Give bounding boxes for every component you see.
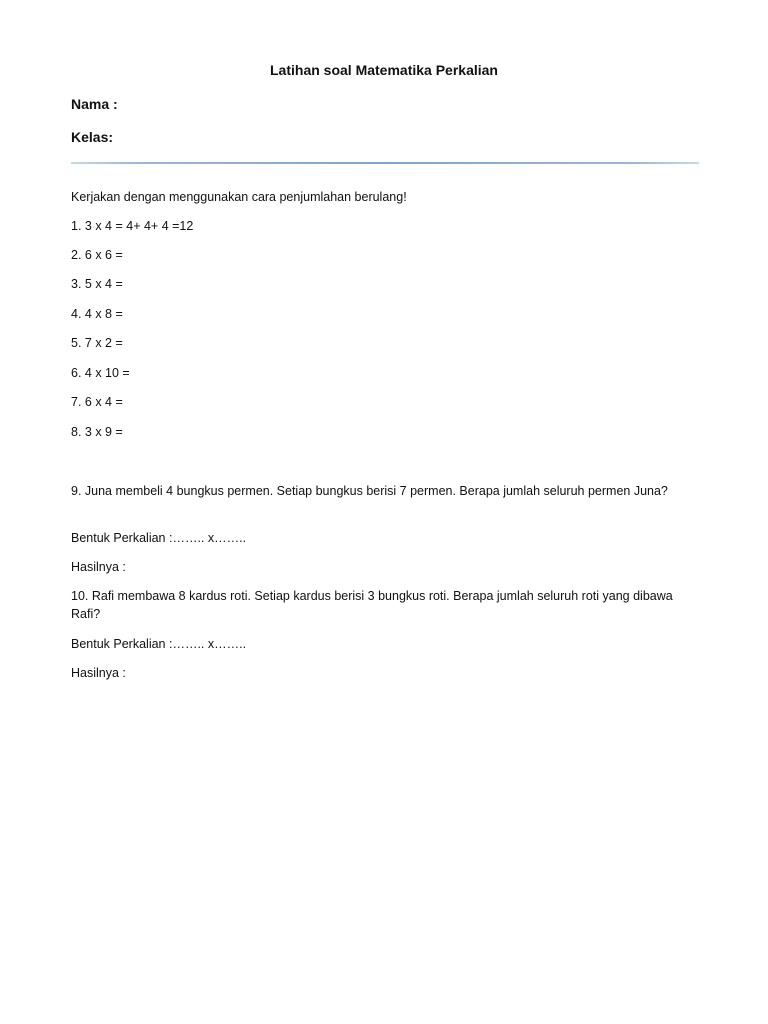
problem-7: 7. 6 x 4 = [71, 395, 123, 409]
story-problem-10-result: Hasilnya : [71, 666, 126, 680]
class-label: Kelas: [71, 129, 114, 145]
problem-2: 2. 6 x 6 = [71, 248, 123, 262]
problem-1: 1. 3 x 4 = 4+ 4+ 4 =12 [71, 219, 194, 233]
problem-8: 8. 3 x 9 = [71, 425, 123, 439]
problem-6: 6. 4 x 10 = [71, 366, 130, 380]
problem-3: 3. 5 x 4 = [71, 277, 123, 291]
worksheet-title: Latihan soal Matematika Perkalian [270, 62, 498, 78]
name-label: Nama : [71, 96, 118, 112]
header-divider [71, 162, 699, 164]
problem-4: 4. 4 x 8 = [71, 307, 123, 321]
story-problem-9-result: Hasilnya : [71, 560, 126, 574]
story-problem-9-form: Bentuk Perkalian :…….. x…….. [71, 531, 247, 545]
story-problem-9-question: 9. Juna membeli 4 bungkus permen. Setiap bungkus berisi 7 permen. Berapa jumlah seluruh permen Juna? [71, 484, 668, 498]
instruction-text: Kerjakan dengan menggunakan cara penjumlahan berulang! [71, 190, 407, 204]
story-problem-10-form: Bentuk Perkalian :…….. x…….. [71, 637, 247, 651]
problem-5: 5. 7 x 2 = [71, 336, 123, 350]
story-problem-10-question: 10. Rafi membawa 8 kardus roti. Setiap kardus berisi 3 bungkus roti. Berapa jumlah seluruh roti yang dibawa Rafi? [71, 589, 673, 621]
